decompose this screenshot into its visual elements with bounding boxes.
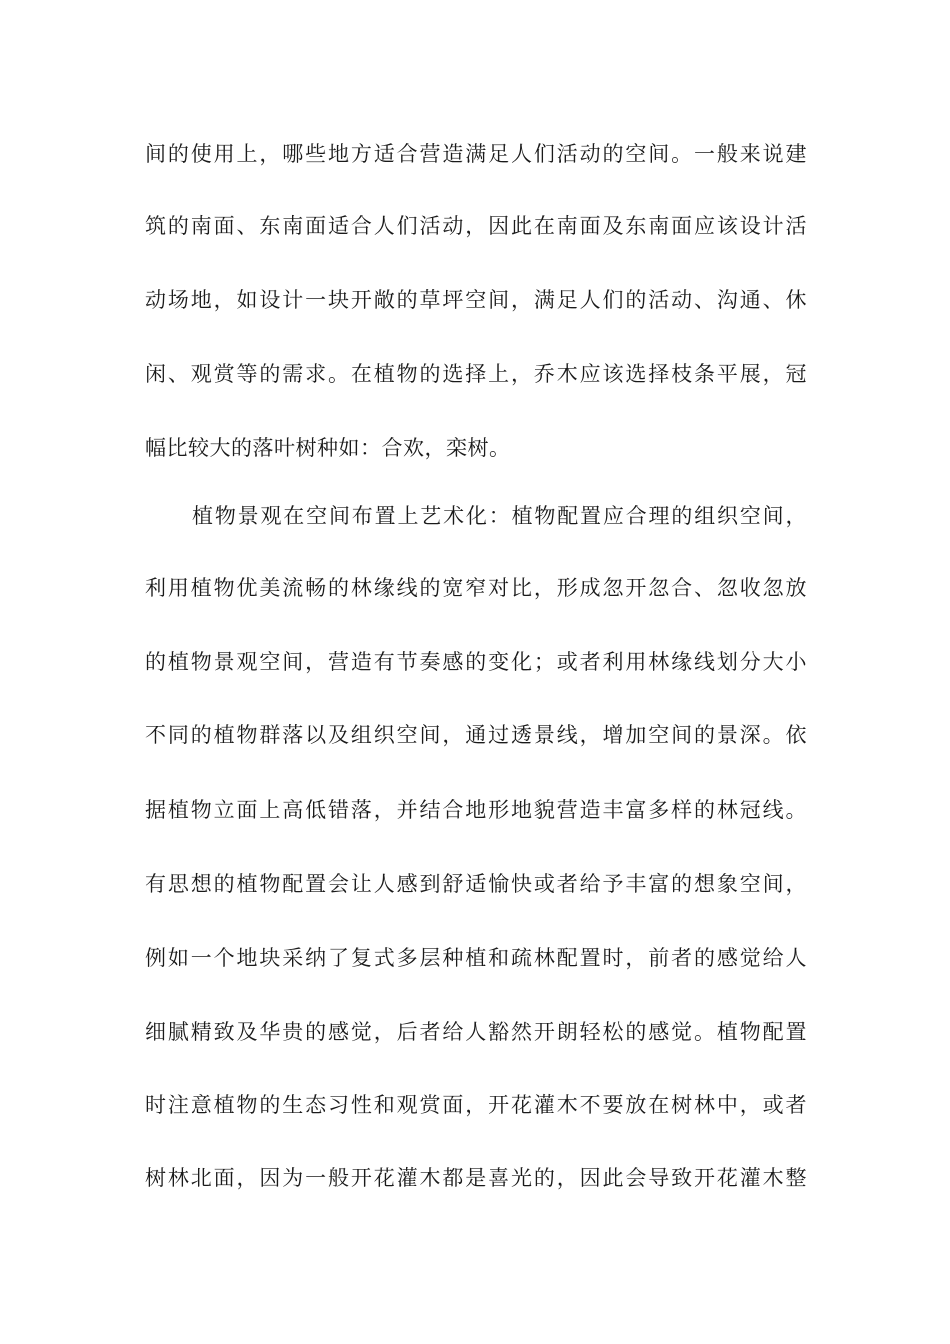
text-line: 树林北面，因为一般开花灌木都是喜光的，因此会导致开花灌木整 [145, 1166, 807, 1190]
text-line: 时注意植物的生态习性和观赏面，开花灌木不要放在树林中，或者 [145, 1093, 807, 1117]
text-line: 不同的植物群落以及组织空间，通过透景线，增加空间的景深。依 [145, 723, 807, 747]
text-line: 幅比较大的落叶树种如：合欢，栾树。 [145, 436, 511, 460]
text-line: 细腻精致及华贵的感觉，后者给人豁然开朗轻松的感觉。植物配置 [145, 1020, 807, 1044]
text-line: 筑的南面、东南面适合人们活动，因此在南面及东南面应该设计活 [145, 214, 807, 238]
text-line: 间的使用上，哪些地方适合营造满足人们活动的空间。一般来说建 [145, 142, 807, 166]
text-line: 闲、观赏等的需求。在植物的选择上，乔木应该选择枝条平展，冠 [145, 362, 807, 386]
text-line: 有思想的植物配置会让人感到舒适愉快或者给予丰富的想象空间， [145, 872, 807, 896]
text-line: 的植物景观空间，营造有节奏感的变化；或者利用林缘线划分大小 [145, 650, 807, 674]
paragraph-first-line: 植物景观在空间布置上艺术化：植物配置应合理的组织空间， [192, 504, 807, 528]
text-line: 据植物立面上高低错落，并结合地形地貌营造丰富多样的林冠线。 [145, 798, 807, 822]
text-line: 动场地，如设计一块开敞的草坪空间，满足人们的活动、沟通、休 [145, 288, 807, 312]
text-line: 利用植物优美流畅的林缘线的宽窄对比，形成忽开忽合、忽收忽放 [145, 576, 807, 600]
text-line: 例如一个地块采纳了复式多层种植和疏林配置时，前者的感觉给人 [145, 946, 807, 970]
